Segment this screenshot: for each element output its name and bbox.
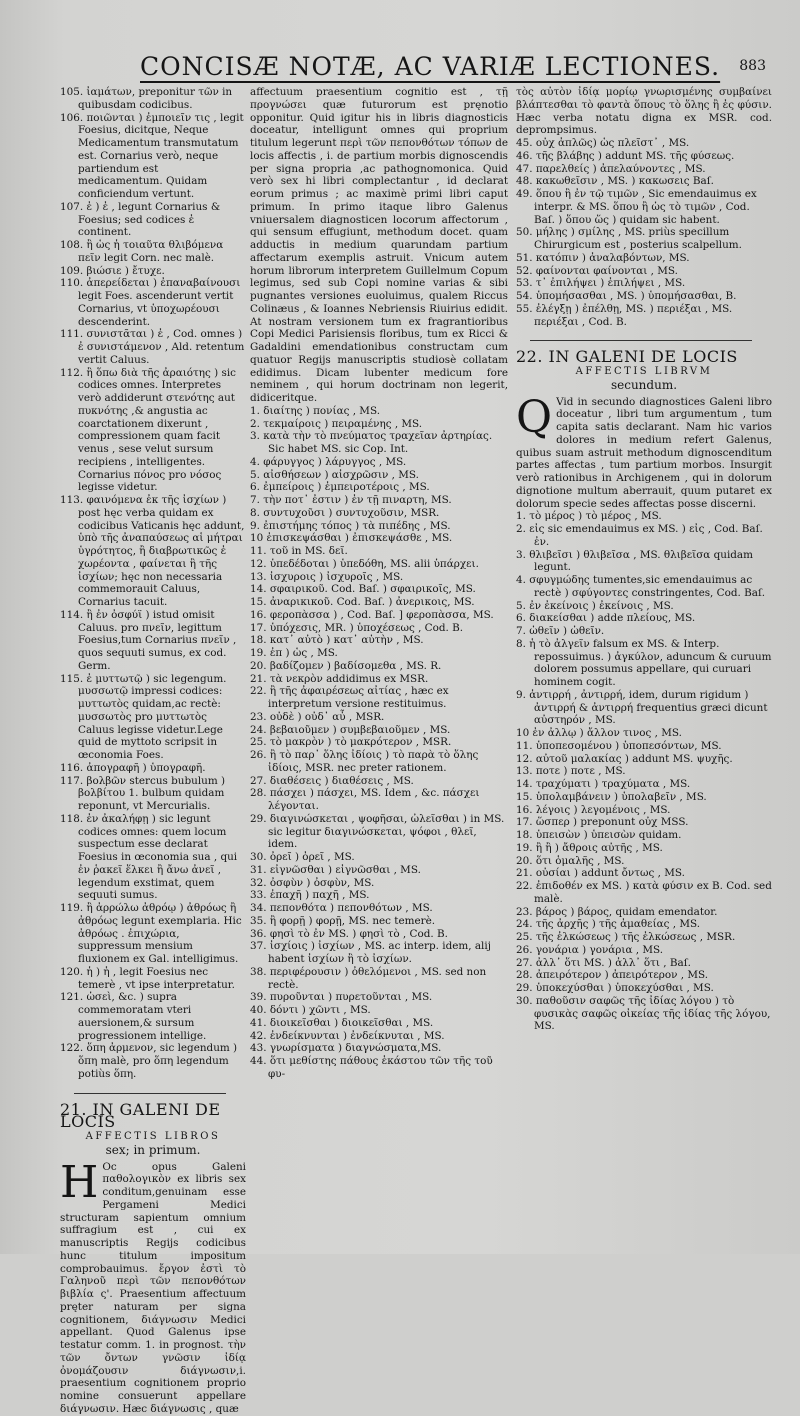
section-body-text-21: Oc opus Galeni παθολογικὸν ex libris sex conditum,genuinam esse Pergameni Medici structuram sapientum omnium suffragium est , cui ex manuscriptis Regijs codicibus hunc titulum impositum comprobauimus. ἔργον ἐστὶ τὸ Γαληνοῦ περὶ τῶν πεπονθότων βιβλία ς'. Praesentium affectuum pręter naturam per signa cognitionem, διάγνωσιν Medici appellant. Quod Galenus ipse testatur comm. 1. in prognost. τὴν τῶν ὄντων γνῶσιν ἰδίᾳ ὀνομάζουσιν διάγνωσιν,i. praesentium cognitionem proprio nomine consuerunt appellare διάγνωσιν. Hæc διάγνωσις , quæ bbox=[60, 1160, 246, 1415]
note-entry: 6. ἐμπείροις ) ἐμπειροτέροις , MS. bbox=[250, 481, 430, 494]
note-entry: 16. λέγοις ) λεγομένοις , MS. bbox=[516, 803, 671, 816]
note-entry: 26. γονάρια ) γονάρια , MS. bbox=[516, 943, 664, 956]
section-body-21 bbox=[60, 1156, 246, 1416]
note-entry: 114. ἢ ἐν ὀσφύϊ ) istud omisit Caluus. pro πνεῖν, legittum Foesius,tum Cornarius πνεῖν , quos sequuti sumus, ex cod. Germ. bbox=[60, 608, 237, 672]
note-entry: 5. αἰσθήσεων ) αἰσχρῶσιν , MS. bbox=[250, 468, 419, 481]
note-entry: 30. παθοῦσιν σαφῶς τῆς ἰδίας λόγου ) τὸ φυσικὰς σαφῶς οἰκείας τῆς ἰδίας τῆς λόγου, MS. bbox=[516, 994, 771, 1033]
note-entry: 15. ὑπολαμβάνειν ) ὑπολαβεῖν , MS. bbox=[516, 790, 707, 803]
note-entry: 18. κατ᾽ αὐτὸ ) κατ᾽ αὐτὴν , MS. bbox=[250, 634, 424, 647]
column-middle bbox=[250, 86, 508, 1081]
intro-prose: affectuum praesentium cognitio est , τῇ προγνώσει quæ futurorum est pręnotio opponitur. Quid igitur his in libris diagnosticis doceatur, intelligunt omnes qui proprium titulum legerunt περὶ τῶν πεπονθότων τόπων de locis affectis , i. de partium morbis dignoscendis per signa propria ,ac pathognomonica. Quid verò sex hi libri complectantur , id declarat eorum primus ; ac maximè primi libri caput primum. In primo itaque libro Galenus vniuersalem diagnosticen locorum affectorum , qui sensum effugiunt, methodum docet. quam adductis in medium quarundam partium affectarum exemplis astruit. Vnicum autem horum librorum interpretem Guillelmum Copum legimus, sed sub Copi nomine varias & sibi pugnantes versiones euoluimus, qualem Riccus Colinæus , & Ioannes Nebriensis Riuirius edidit. At nostram versionem tum ex fragrantioribus Copi Medici Parisiensis floribus, tum ex Ricci & Gadaldini emendationibus constructam cum quatuor Regijs manuscriptis studiosè collatam edidimus. Dicam lubenter medicum fore neminem , qui horum doctrinam non legerit, didiceritque. bbox=[250, 86, 508, 404]
note-entry: 38. περιφέρουσιν ) ὀθελόμενοι , MS. sed non rectè. bbox=[250, 965, 487, 991]
note-entry: 22. ἢ τῆς ἀφαιρέσεως αἰτίας , hæc ex interpretum versione restituimus. bbox=[250, 685, 449, 710]
note-entry: 24. τῆς ἀρχῆς ) τῆς ἀμαθείας , MS. bbox=[516, 918, 701, 931]
note-entry: 53. τ᾽ ἐπιλήψει ) ἐπιλήψει , MS. bbox=[516, 277, 686, 290]
note-entry: 18. ὑπεισὼν ) ὑπεισὼν quidam. bbox=[516, 829, 682, 841]
section-body-text-22: Vid in secundo diagnostices Galeni libro doceatur , libri tum argumentum , tum capita satis declarant. Nam hic varios dolores in medium refert Galenus, quibus suam astruit methodum dignoscenditum partes affectas , tum partium morbos. Insurgit verò rationibus in Archigenem , qui in dolorum dignotione multum aberrauit, quum putaret ex dolorum specie sedes affectas posse discerni. bbox=[516, 395, 772, 510]
note-entry: 115. ἐ μυττωτῷ ) sic legengum. μυσσωτῷ impressi codices: μυττωτὸς quidam,ac rectè: μυσσωτὸς pro μυττωτὸς Caluus legisse videtur.Lege quid de myttoto scripsit in œconomia Foes. bbox=[60, 672, 227, 761]
note-entry: 36. φησὶ τὸ ἐν MS. ) φησὶ τὸ , Cod. B. bbox=[250, 927, 448, 940]
note-entry: 16. φεροπὰσσα ) , Cod. Baſ. ] φεροπὰσσα, MS. bbox=[250, 608, 494, 621]
note-entry: 119. ἢ ἀρρώλω ἀθρόῳ ) ἀθρόως ἢ ἀθρόως legunt exemplaria. Hic ἀθρόως . ἐπιχώρια, suppressum mensium fluxionem ex Gal. intelligimus. bbox=[60, 902, 242, 965]
section-subheading2-21: sex; in primum. bbox=[105, 1142, 201, 1157]
note-entry: 27. ἀλλ᾽ ὅτι MS. ) ἀλλ᾽ ὅτι , Baſ. bbox=[516, 956, 691, 969]
note-entry: 11. τοῦ in MS. δεῖ. bbox=[250, 545, 348, 557]
note-entry: 122. ὅπη ἀρμενον, sic legendum ) ὅπη malè, pro ὅπη legendum potiùs ὅπη. bbox=[60, 1042, 238, 1080]
note-entry: 23. βάρος ) βάρος, quidam emendator. bbox=[516, 905, 718, 918]
note-entry: 39. πυροῦνται ) πυρετοῦνται , MS. bbox=[250, 991, 433, 1004]
continued-note: τὸς αὐτὸν ἰδίᾳ μορίῳ γνωρισμένης συμβαίνει βλάπτεσθαι τὸ φαντὰ ὅπους τὸ ὅλης ἢ ἐς φύσιν. Hæc verba notatu digna ex MSR. cod. deprompsimus. bbox=[516, 86, 772, 137]
column-right bbox=[516, 86, 772, 1033]
notes-list-middle bbox=[250, 405, 508, 1081]
note-entry: 3. θλιβεῖσι ) θλιβεῖσα , MS. θλιβεῖσα quidam legunt. bbox=[516, 548, 753, 574]
note-entry: 4. φάρυγγος ) λάρυγγος , MS. bbox=[250, 455, 407, 468]
note-entry: 14. σφαιρικοῦ. Cod. Baſ. ) σφαιρικοῖς, MS. bbox=[250, 583, 476, 596]
note-entry: 21. τὰ νεκρὸν addidimus ex MSR. bbox=[250, 672, 429, 685]
note-entry: 19. ἐπ ) ὡς , MS. bbox=[250, 647, 338, 659]
note-entry: 28. ἀπειρότερον ) ἀπειρότερον , MS. bbox=[516, 969, 709, 982]
note-entry: 13. ἰσχυροις ) ἰσχυροῖς , MS. bbox=[250, 570, 404, 583]
note-entry: 19. ἢ ἢ ) ἄθροις αὐτῆς , MS. bbox=[516, 841, 663, 854]
note-entry: 31. εἰγνῶσθαι ) εἰγνῶσθαι , MS. bbox=[250, 863, 421, 876]
note-entry: 11. ὑποπεσομένου ) ὑποπεσόντων, MS. bbox=[516, 739, 722, 752]
note-entry: 35. ἢ φορῇ ) φορῇ, MS. nec temerè. bbox=[250, 914, 436, 927]
note-entry: 50. μήλης ) σμίλης , MS. priùs specillum Chirurgicum est , posterius scalpellum. bbox=[516, 226, 742, 251]
note-entry: 42. ἐνδείκνυνται ) ἐνδείκνυται , MS. bbox=[250, 1029, 445, 1042]
note-entry: 49. ὅπου ἢ ἐν τῷ τιμῶν , Sic emendauimus ex interpr. & MS. ὅπου ἢ ὡς τὸ τιμῶν , Cod. Baſ. ) ὅπου ὥς ) quidam sic habent. bbox=[516, 188, 757, 226]
note-entry: 47. παρελθείς ) ἀπελαύνοντες , MS. bbox=[516, 162, 706, 175]
notes-list-right-a bbox=[516, 137, 772, 328]
note-entry: 10 ἐν ἀλλῳ ) ἄλλον τινος , MS. bbox=[516, 727, 682, 739]
section-divider bbox=[74, 1093, 226, 1094]
note-entry: 32. ὀσφὺν ) ὀσφὺν, MS. bbox=[250, 876, 375, 889]
section-subheading2-22: secundum. bbox=[610, 377, 678, 392]
note-entry: 120. ἡ ) ἡ , legit Foesius nec temerè , vt ipse interpretatur. bbox=[60, 965, 235, 991]
note-entry: 2. εἰς sic emendauimus ex MS. ) εἰς , Cod. Baſ. ἐν. bbox=[516, 523, 763, 548]
note-entry: 55. ἐλέγξῃ ) ἐπέλθῃ, MS. ) περιέξαι , MS. περιέξαι , Cod. B. bbox=[516, 302, 733, 328]
note-entry: 34. πεπονθότα ) πεπονθότων , MS. bbox=[250, 902, 433, 914]
note-entry: 30. ὀρεῖ ) ὀρεῖ , MS. bbox=[250, 851, 355, 863]
section-heading-22: 22. IN GALENI DE LOCIS bbox=[516, 347, 738, 367]
column-left bbox=[60, 86, 246, 1416]
note-entry: 117. βολβῶν stercus bubulum ) βολβίτου 1. bulbum quidam reponunt, vt Mercurialis. bbox=[60, 774, 226, 812]
note-entry: 21. οὐσίαι ) addunt ὄντως , MS. bbox=[516, 867, 685, 880]
dropcap-q: Q bbox=[516, 391, 553, 443]
text-columns bbox=[60, 86, 772, 1415]
note-entry: 48. κακωθεῖσιν , MS. ) κακωσεις Baſ. bbox=[516, 175, 714, 188]
note-entry: 113. φαινόμενα ἐκ τῆς ἰσχίων ) post hęc verba quidam ex codicibus Vaticanis hęc addunt, ὑπὸ τῆς ἀναπαύσεως αἱ μήτραι ὑγρότητος, ἢ διαβρωτικῶς ἐ χωρέοντα , φαίνεται ἢ τῆς ἰσχίων; hęc non necessaria commemorauit Caluus, Cornarius tacuit. bbox=[60, 494, 245, 608]
note-entry: 12. αὐτοῦ μαλακίας ) addunt MS. ψυχῆς. bbox=[516, 752, 733, 765]
note-entry: 3. κατὰ τὴν τὸ πνεύματος τραχεῖαν ἀρτηρίας. Sic habet MS. sic Cop. Int. bbox=[250, 430, 493, 455]
note-entry: 28. πάσχει ) πάσχει, MS. Idem , &c. πάσχει λέγονται. bbox=[250, 787, 480, 812]
note-entry: 8. ἡ τὸ ἀλγεῖν falsum ex MS. & Interp. repossuimus. ) ἀγκύλον, aduncum & curuum dolorem possumus appellare, qui curuari hominem cogit. bbox=[516, 637, 772, 688]
page-number: 883 bbox=[739, 58, 766, 74]
note-entry: 116. ἀπογραφῆ ) ὑπογραφῆ. bbox=[60, 761, 206, 774]
note-entry: 4. σφυγμώδης tumentes,sic emendauimus ac rectè ) σφύγοντες constringentes, Cod. Baſ. bbox=[516, 574, 766, 599]
note-entry: 108. ἢ ὡς ἡ τοιαῦτα θλιβόμενα πεῖν legit Corn. nec malè. bbox=[60, 239, 224, 264]
running-title: CONCISÆ NOTÆ, AC VARIÆ LECTIONES. bbox=[140, 52, 721, 81]
section-divider bbox=[530, 340, 752, 341]
note-entry: 33. ἐπαχῆ ) παχῆ , MS. bbox=[250, 889, 370, 902]
note-entry: 27. διαθέσεις ) διαθέσεις , MS. bbox=[250, 774, 414, 787]
note-entry: 106. ποιῶνται ) ἐμποιεῖν τις , legit Foesius, dicitque, Neque Medicamentum transmutatum est. Cornarius verò, neque partiendum est medicamentum. Quidam conficiendum vertunt. bbox=[60, 111, 244, 200]
note-entry: 5. ἐν ἐκείνοις ) ἐκείνοις , MS. bbox=[516, 599, 674, 612]
note-entry: 112. ἢ ὅπω διὰ τῆς ἀραιότης ) sic codices omnes. Interpretes verò addiderunt στενότης aut πυκνότης ,& angustia ac coarctationem dixerunt , compressionem quam facit venus , sese velut sursum recipiens , intelligentes. Cornarius πόνος pro νόσος legisse videtur. bbox=[60, 366, 236, 494]
note-entry: 9. ἐπιστήμης τόπος ) τὰ πιπέδης , MS. bbox=[250, 519, 451, 532]
note-entry: 118. ἐν ἀκαλήφῃ ) sic legunt codices omnes: quem locum suspectum esse declarat Foesius in œconomia sua , qui ἐν ῥακεῖ ἕλκει ἢ ἄνω ἀνεῖ , legendum exstimat, quem sequuti sumus. bbox=[60, 812, 238, 902]
note-entry: 2. τεκμαίροις ) πειραμένης , MS. bbox=[250, 417, 423, 430]
note-entry: 52. φαίνονται φαίνονται , MS. bbox=[516, 264, 678, 277]
notes-list-right-b bbox=[516, 510, 772, 1033]
note-entry: 29. ὑποκεχύσθαι ) ὑποκεχύσθαι , MS. bbox=[516, 982, 714, 994]
note-entry: 54. ὑπομήσασθαι , MS. ) ὑπομήσασθαι, B. bbox=[516, 290, 737, 302]
note-entry: 107. ἐ ) ἐ , legunt Cornarius & Foesius; sed codices ἐ continent. bbox=[60, 200, 221, 239]
note-entry: 17. ὥσπερ ) preponunt οὐχ MSS. bbox=[516, 816, 689, 829]
section-subheading-22: AFFECTIS LIBRVM bbox=[575, 366, 713, 377]
notes-list-left bbox=[60, 86, 246, 1081]
note-entry: 14. τραχύματι ) τραχύματα , MS. bbox=[516, 778, 691, 790]
dropcap-h: H bbox=[60, 1156, 99, 1208]
note-entry: 44. ὅτι μεθίστης πάθους ἑκάστου τῶν τῆς τοῦ φυ- bbox=[250, 1055, 493, 1080]
note-entry: 13. ποτε ) ποτε , MS. bbox=[516, 765, 626, 778]
section-heading-21: 21. IN GALENI DE LOCIS bbox=[60, 1099, 221, 1132]
note-entry: 45. οὐχ ἀπλῶς) ὡς πλεῖστ᾽ , MS. bbox=[516, 137, 690, 149]
note-entry: 43. γνωρίσματα ) διαγνώσματα,MS. bbox=[250, 1042, 442, 1055]
note-entry: 12. ὑπεδέδοται ) ὑπεδόθη, MS. alii ὑπάρχει. bbox=[250, 557, 479, 570]
note-entry: 22. ἐπιδοθέν ex MS. ) κατὰ φύσιν ex B. Cod. sed malè. bbox=[516, 880, 772, 905]
note-entry: 29. διαγινώσκεται , ψοφῆσαι, ὠλεῖσθαι ) in MS. sic legitur διαγινώσκεται, ψόφοι , θλεῖ, idem. bbox=[250, 812, 505, 851]
note-entry: 25. τῆς ἐλκώσεως ) τῆς ἐλκώσεως , MSR. bbox=[516, 931, 736, 943]
note-entry: 15. ἀναρικικοῦ. Cod. Baſ. ) ἀνερικοις, MS. bbox=[250, 596, 475, 608]
section-body-22 bbox=[516, 391, 772, 511]
note-entry: 111. συνιστᾶται ) ἐ , Cod. omnes ) ἐ συνιστάμενον , Ald. retentum vertit Caluus. bbox=[60, 328, 245, 366]
section-subheading-21: AFFECTIS LIBROS bbox=[85, 1131, 221, 1142]
note-entry: 109. βιώσιε ) ἔτυχε. bbox=[60, 264, 165, 277]
note-entry: 6. διακείσθαι ) adde πλείους, MS. bbox=[516, 612, 696, 625]
note-entry: 23. οὐδὲ ) οὐδ᾽ αὖ , MSR. bbox=[250, 710, 385, 723]
note-entry: 26. ἢ τὸ παρ᾽ ὅλης ἰδίοις ) τὸ παρὰ τὸ ὅλης ἰδίοις, MSR. nec preter rationem. bbox=[250, 749, 479, 774]
note-entry: 20. βαδίζομεν ) βαδίσομεθα , MS. R. bbox=[250, 659, 442, 672]
note-entry: 7. τὴν ποτ᾽ ἐστιν ) ἐν τῇ πιναρτη, MS. bbox=[250, 494, 452, 506]
note-entry: 25. τὸ μακρὸν ) τὸ μακρότερον , MSR. bbox=[250, 736, 452, 749]
note-entry: 24. βεβαιοῦμεν ) συμβεβαιοῦμεν , MS. bbox=[250, 723, 451, 736]
note-entry: 17. ὑπόχεσις, MR. ) ὑποχέσεως , Cod. B. bbox=[250, 621, 464, 634]
note-entry: 10 ἐπισκεψάσθαι ) ἐπισκεψάσθε , MS. bbox=[250, 532, 453, 545]
note-entry: 40. δόντι ) χῶντι , MS. bbox=[250, 1004, 371, 1016]
note-entry: 7. ὠθεῖν ) ὠθεῖν. bbox=[516, 625, 605, 637]
note-entry: 46. τῆς βλάβης ) addunt MS. τῆς φύσεως. bbox=[516, 149, 735, 162]
note-entry: 1. τὸ μέρος ) τὸ μέρος , MS. bbox=[516, 510, 662, 523]
note-entry: 121. ὡσεὶ, &c. ) supra commemoratam vteri auersionem,& sursum progressionem intellige. bbox=[60, 991, 207, 1042]
note-entry: 20. ὅτι ὁμαλῆς , MS. bbox=[516, 854, 625, 867]
note-entry: 51. κατόπιν ) ἀναλαβόντων, MS. bbox=[516, 251, 690, 264]
note-entry: 105. ἰαμάτων, preponitur τῶν in quibusdam codicibus. bbox=[60, 86, 233, 111]
note-entry: 37. ἰσχίοις ) ἰσχίων , MS. ac interp. idem, alij habent ἰσχίων ἢ τὸ ἰσχίων. bbox=[250, 940, 491, 965]
note-entry: 1. διαίτης ) πονίας , MS. bbox=[250, 404, 380, 417]
note-entry: 9. ἀντιρρή , ἀντιρρή, idem, durum rigidum ) ἀντιρρή & ἀντιρρή frequentius græci dicunt αὐστηρόν , MS. bbox=[516, 688, 768, 727]
note-entry: 8. συντυχοῦσι ) συντυχοῦσιν, MSR. bbox=[250, 506, 440, 519]
note-entry: 110. ἀπερείδεται ) ἐπαναβαίνουσι legit Foes. ascenderunt vertit Cornarius, vt ὑποχωρέουσι descenderint. bbox=[60, 277, 241, 328]
note-entry: 41. διοικεῖσθαι ) διοικεῖσθαι , MS. bbox=[250, 1016, 434, 1029]
